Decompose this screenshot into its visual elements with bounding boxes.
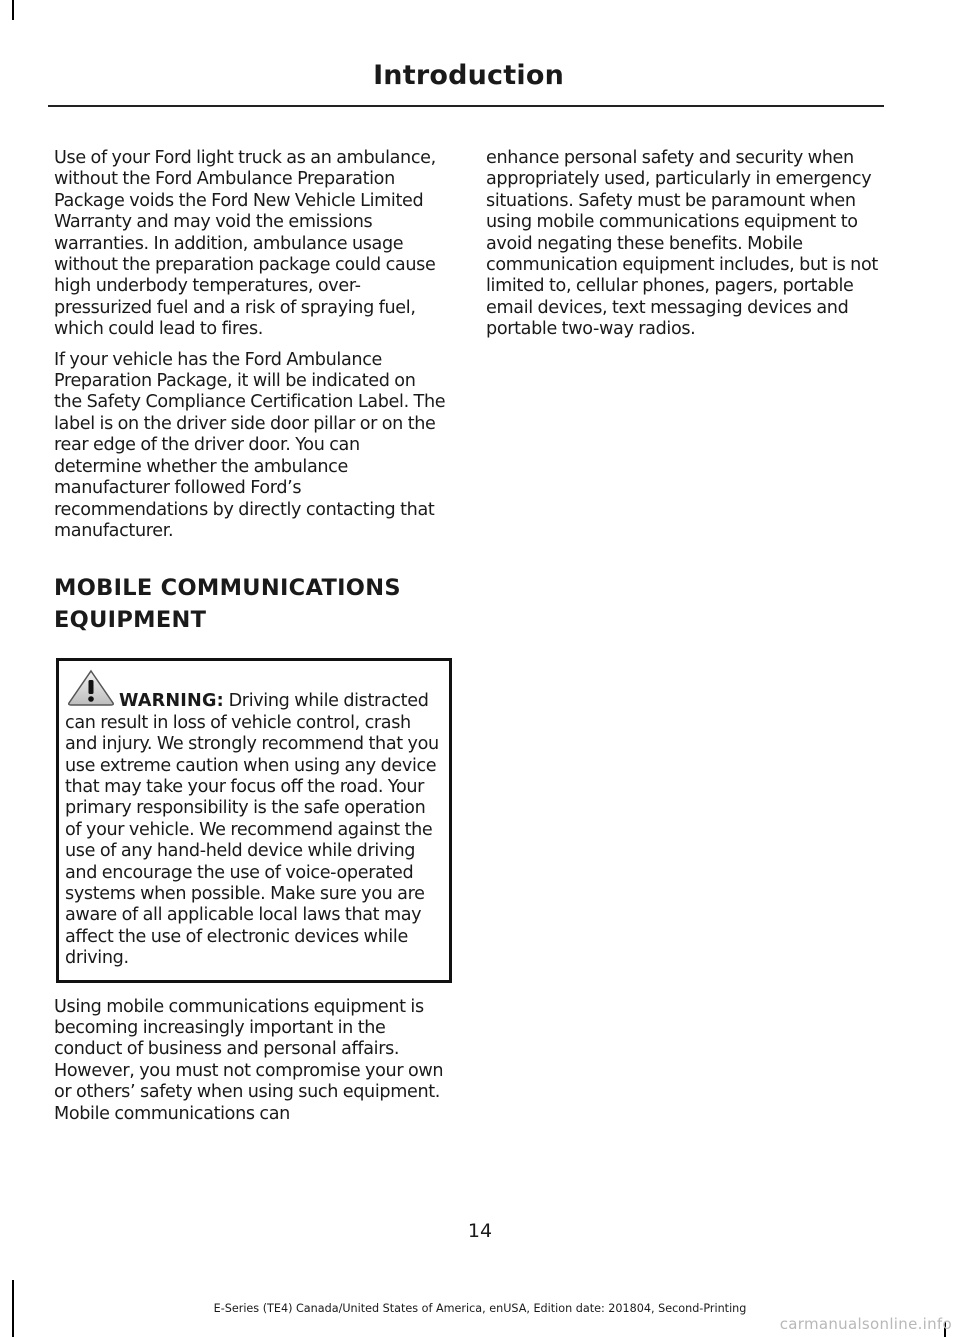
- paragraph-mobile-equipment: Using mobile communications equipment is becoming increasingly important in the conduct of business and personal affairs. However, you must not compromise your own or others’ safety when using such equipment. Mobile communications can: [54, 996, 444, 1124]
- left-column: [54, 148, 446, 1134]
- warning-label: WARNING:: [119, 691, 224, 712]
- warning-text: [65, 691, 443, 969]
- warning-triangle-icon: [67, 669, 115, 707]
- header-divider: [48, 105, 884, 107]
- section-heading-line2: EQUIPMENT: [54, 607, 207, 634]
- paragraph-ambulance-package: If your vehicle has the Ford Ambulance Preparation Package, it will be indicated on the Safety Compliance Certification Label. The label is on the driver side door pillar or on the rear edge of the driver door. You can determine whether the ambulance manufacturer followed Ford’s recommendations by directly contacting that manufacturer.: [54, 349, 446, 541]
- paragraph-ambulance-warranty: Use of your Ford light truck as an ambulance, without the Ford Ambulance Preparation Package voids the Ford New Vehicle Limited Warranty and may void the emissions warranties. In addition, ambulance usage without the preparation package could cause high underbody temperatures, over-pressurized fuel and a risk of spraying fuel, which could lead to fires.: [54, 148, 436, 340]
- warning-body: Driving while distracted can result in loss of vehicle control, crash and injury. We strongly recommend that you use extreme caution when using any device that may take your focus off the road. Your primary responsibility is the safe operation of your vehicle. We recommend against the use of any hand-held device while driving and encourage the use of voice-operated systems when possible. Make sure you are aware of all applicable local laws that may affect the use of electronic devices while driving.: [65, 691, 439, 969]
- page-title: Introduction: [373, 60, 564, 91]
- crop-mark-top-left-v: [12, 0, 14, 20]
- right-column: [486, 148, 878, 350]
- page-number: 14: [467, 1220, 493, 1242]
- paragraph-mobile-safety: enhance personal safety and security when appropriately used, particularly in emergency situations. Safety must be paramount when using mobile communications equipment to avoid negating these benefits. Mobile communication equipment includes, but is not limited to, cellular phones, pagers, portable email devices, text messaging devices and portable two-way radios.: [486, 148, 878, 340]
- footer-edition: E-Series (TE4) Canada/United States of America, enUSA, Edition date: 201804, Second-Printing: [213, 1302, 747, 1315]
- watermark: carmanualsonline.info: [779, 1315, 952, 1333]
- warning-box: [56, 658, 452, 982]
- section-heading-line1: MOBILE COMMUNICATIONS: [54, 575, 401, 602]
- section-heading: [54, 572, 446, 636]
